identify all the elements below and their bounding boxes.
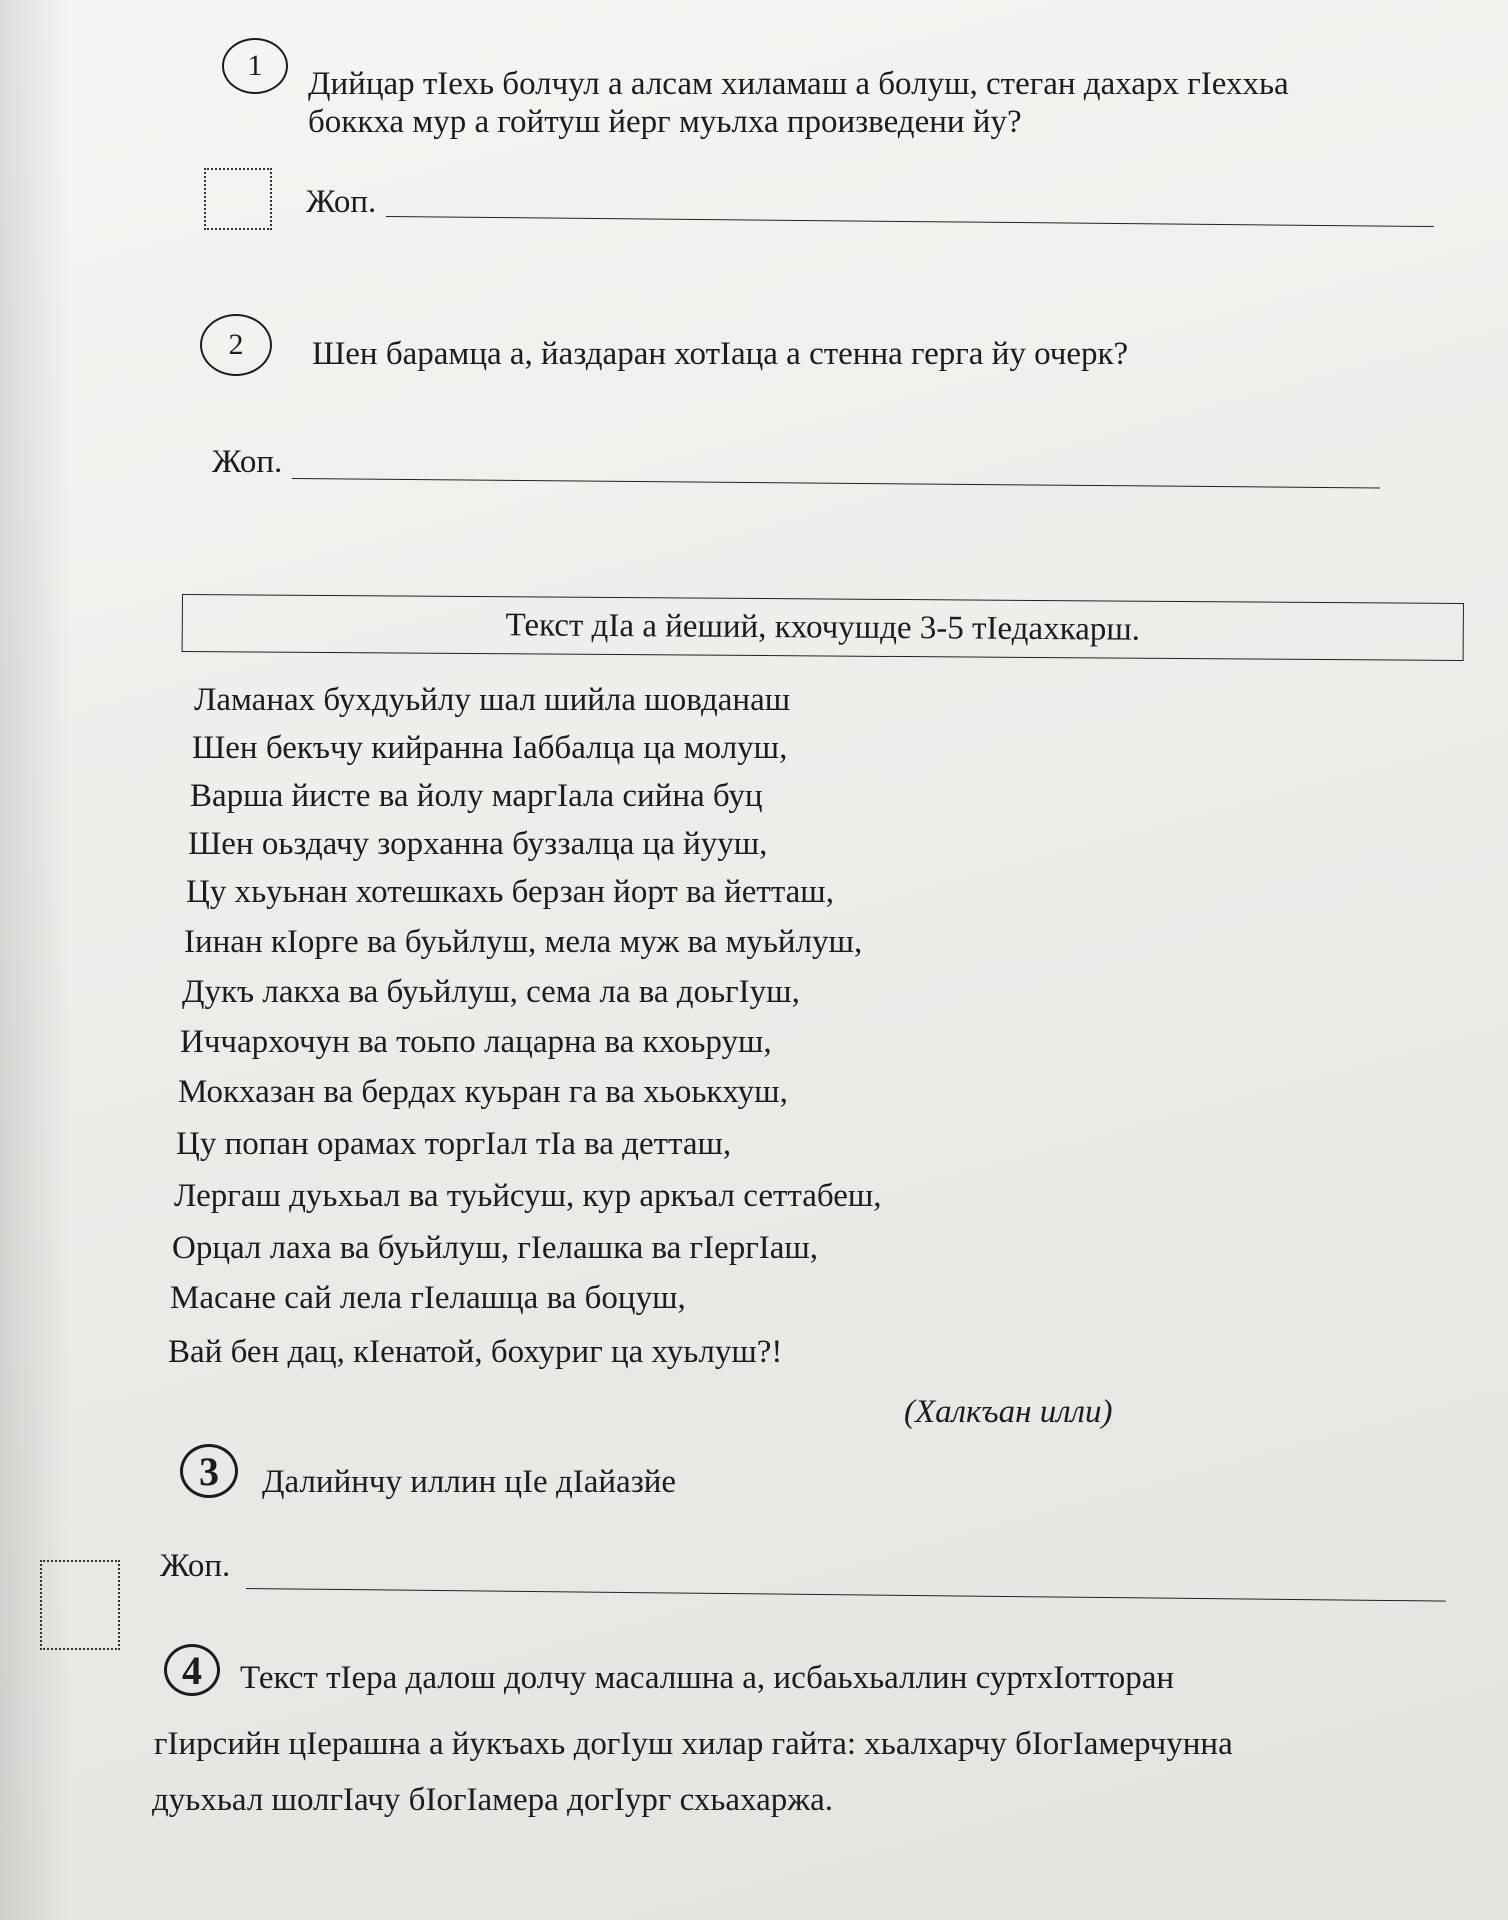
poem-line: Вай бен дац, кIенатой, бохуриг ца хуьлуш?!: [168, 1334, 783, 1370]
question-1-text-line2: боккха мур а гойтуш йерг муьлха произведени йу?: [308, 104, 1022, 140]
question-2-answer-line[interactable]: [292, 478, 1380, 488]
poem-line: Цу попан орамах торгIал тIа ва детташ,: [176, 1126, 732, 1162]
poem-line: Ламанах бухдуьйлу шал шийла шовданаш: [194, 682, 791, 718]
poem-line: Дукъ лакха ва буьйлуш, сема ла ва доьгIуш,: [182, 974, 800, 1010]
question-3-number: 3: [180, 1444, 238, 1498]
question-1-answer-line[interactable]: [386, 216, 1434, 227]
question-4-text-line3: дуьхьал шолгIачу бIогIамера догIург схьахаржа.: [152, 1782, 833, 1818]
question-3-answer-line[interactable]: [246, 1588, 1446, 1602]
question-3-text: Далийнчу иллин цIе дIайазйе: [262, 1464, 677, 1500]
poem-line: Шен бекъчу кийранна Iаббалца ца молуш,: [192, 730, 788, 766]
poem-line: Iинан кIорге ва буьйлуш, мела муж ва муьйлуш,: [184, 924, 863, 960]
question-1-answer-label: Жоп.: [306, 184, 377, 220]
poem-line: Масане сай лела гIелашца ва боцуш,: [170, 1280, 686, 1316]
poem-line: Лергаш дуьхьал ва туьйсуш, кур аркъал сеттабеш,: [174, 1178, 882, 1214]
poem-line: Варша йисте ва йолу маргIала сийна буц: [190, 778, 763, 814]
poem-line: Орцал лаха ва буьйлуш, гIелашка ва гIергIаш,: [172, 1230, 819, 1266]
poem-line: Иччархочун ва тоьпо лацарна ва кхоьруш,: [180, 1024, 772, 1060]
task-instruction-box: [182, 594, 1464, 661]
poem-source: (Халкъан илли): [904, 1394, 1113, 1430]
question-1-score-box[interactable]: [204, 168, 272, 230]
question-2-answer-label: Жоп.: [212, 444, 283, 480]
question-2-text: Шен барамца а, йаздаран хотIаца а стенна герга йу очерк?: [312, 336, 1129, 372]
question-4-text-line2: гIирсийн цIерашна а йукъахь догIуш хилар гайта: хьалхарчу бIогIамерчунна: [154, 1726, 1233, 1762]
question-4-number: 4: [164, 1644, 220, 1696]
question-1-text-line1: Дийцар тIехь болчул а алсам хиламаш а болуш, стеган дахарх гIеххьа: [308, 66, 1289, 102]
question-3-answer-label: Жоп.: [160, 1548, 231, 1584]
question-3-score-box[interactable]: [40, 1560, 120, 1650]
poem-line: Мокхазан ва бердах куьран га ва хьоькхуш,: [178, 1074, 788, 1110]
question-2-number: 2: [200, 314, 272, 376]
question-1-number: 1: [222, 38, 288, 94]
poem-line: Шен оьздачу зорханна буззалца ца йууш,: [188, 826, 768, 862]
poem-line: Цу хьуьнан хотешкахь берзан йорт ва йетташ,: [186, 874, 834, 910]
task-instruction-text: Текст дIа а йеший, кхочушде 3-5 тIедахкарш.: [505, 606, 1141, 648]
question-4-text-line1: Текст тIера далош долчу масалшна а, исбаьхьаллин суртхIотторан: [240, 1660, 1175, 1696]
